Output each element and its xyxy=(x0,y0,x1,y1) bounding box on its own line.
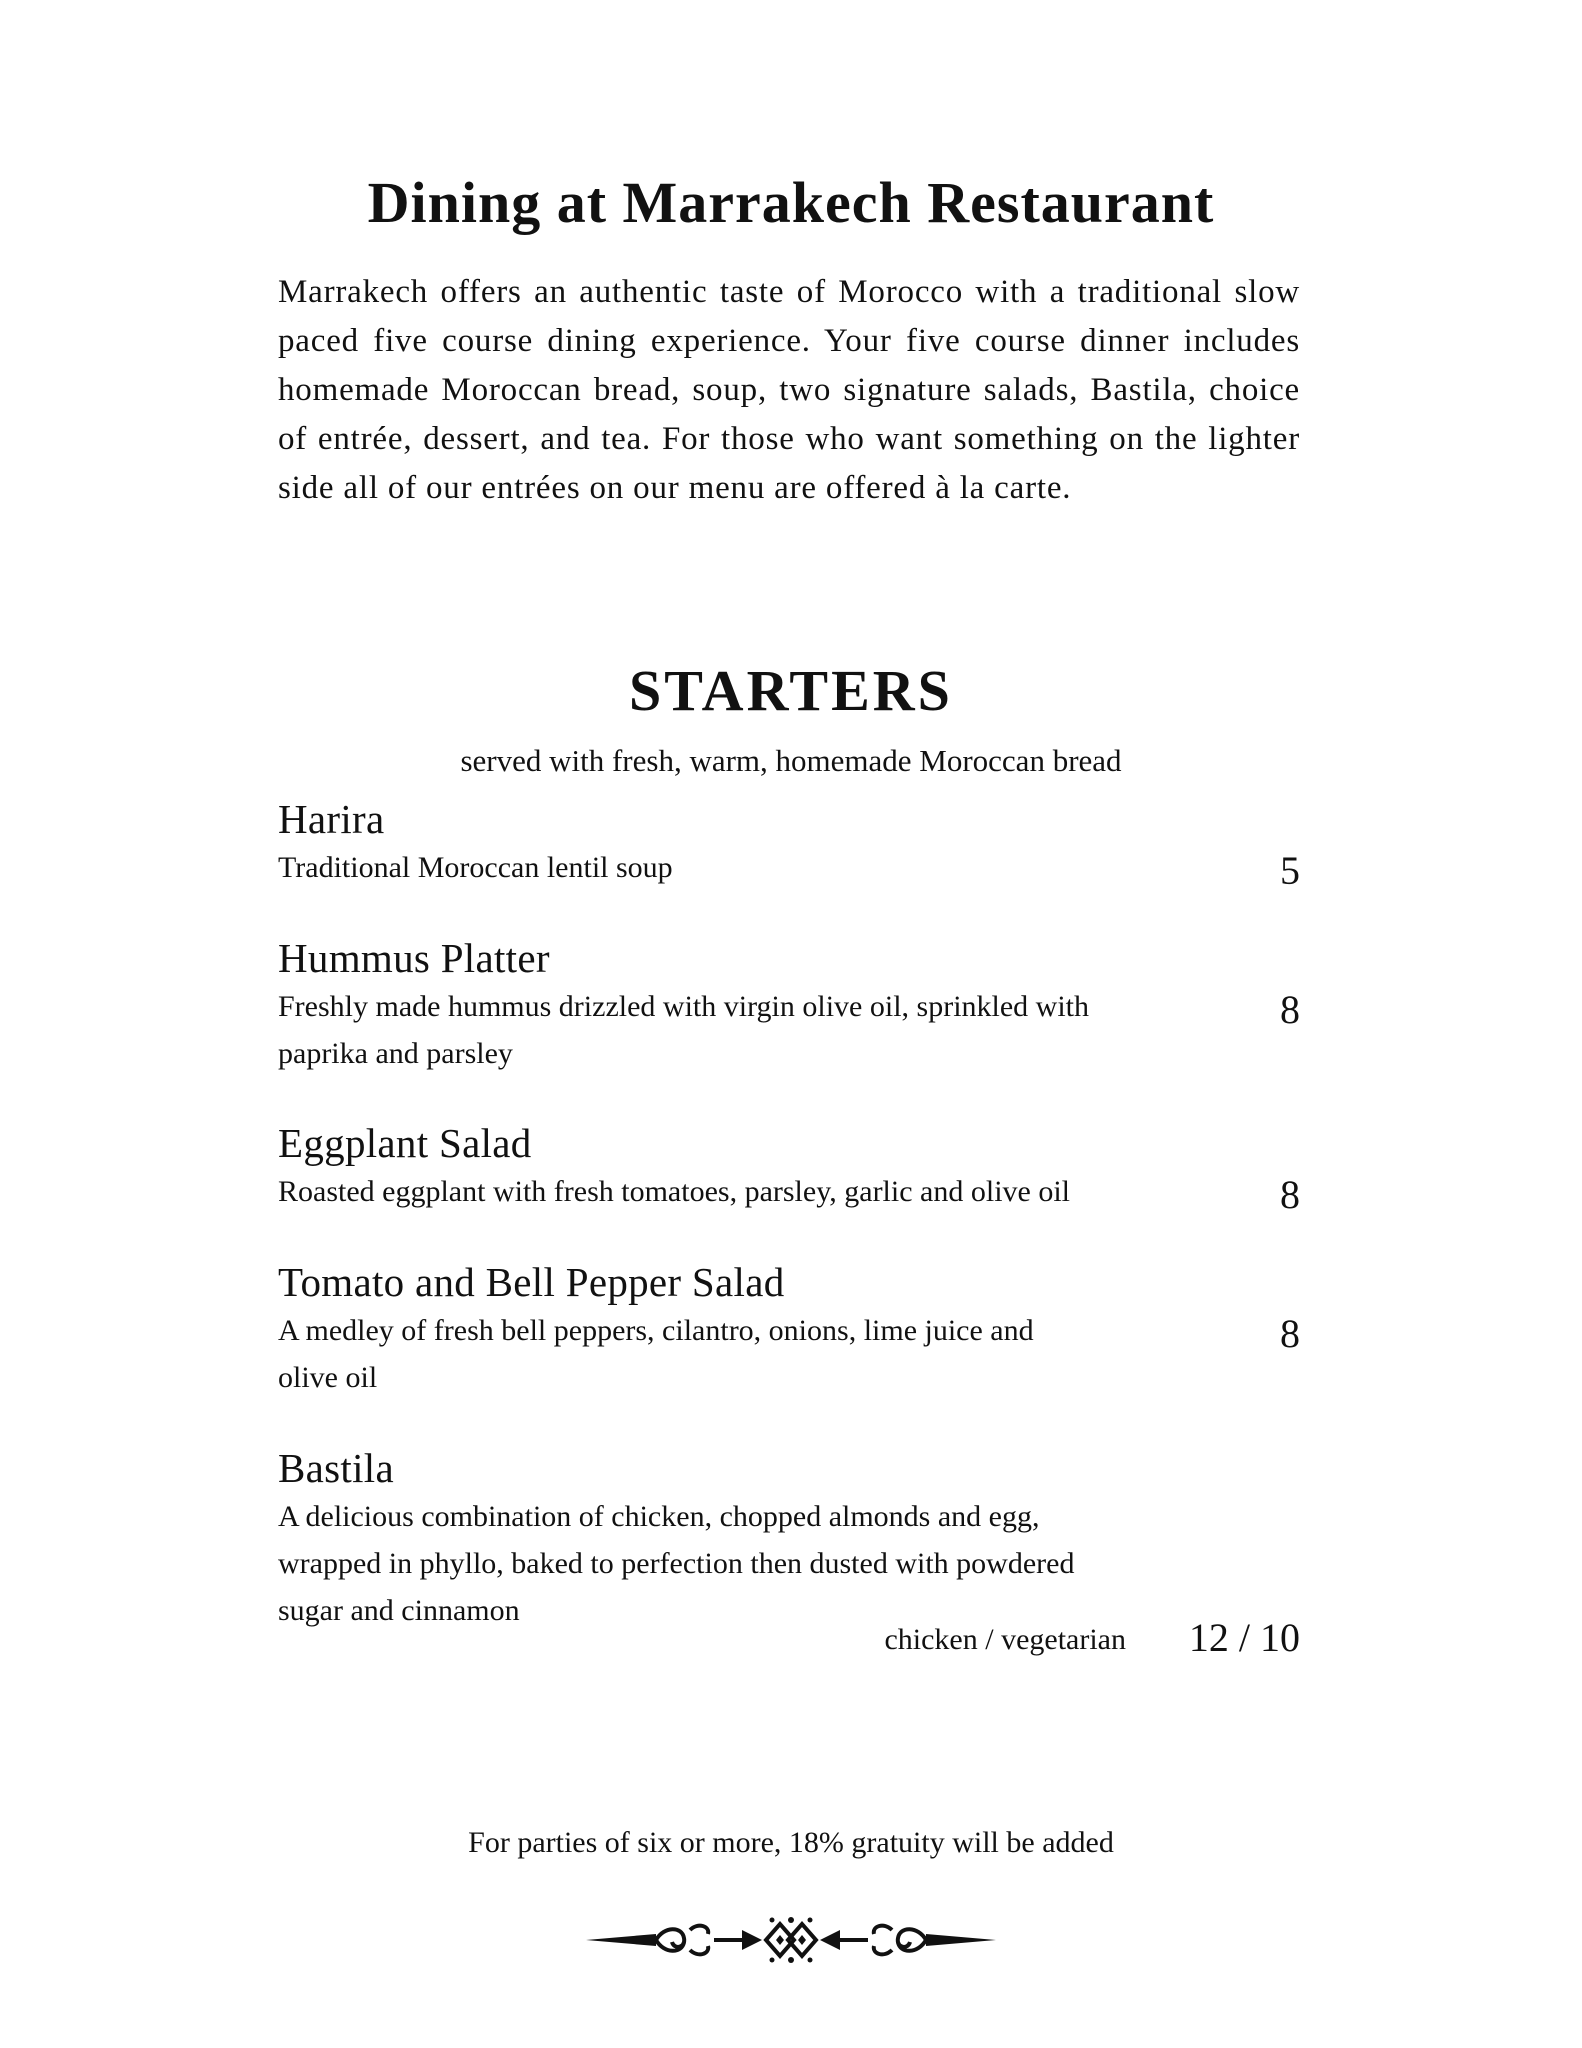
menu-item-name: Bastila xyxy=(278,1445,394,1491)
section-subtitle: served with fresh, warm, homemade Moroccan bread xyxy=(460,743,1122,778)
menu-item-hummus-platter xyxy=(278,933,1300,1077)
menu-item-name: Harira xyxy=(278,796,385,842)
menu-item-price: 8 xyxy=(1280,1311,1300,1356)
menu-item-name: Eggplant Salad xyxy=(278,1120,532,1166)
decorative-flourish-icon xyxy=(586,1912,996,1968)
menu-item-description: Freshly made hummus drizzled with virgin olive oil, sprinkled with paprika and parsley xyxy=(278,990,1090,1070)
page-title: Dining at Marrakech Restaurant xyxy=(367,170,1215,235)
menu-item-description: A delicious combination of chicken, chopped almonds and egg, wrapped in phyllo, baked to perfection then dusted with powdered sugar and cinnamon xyxy=(278,1500,1075,1627)
section-title-starters: STARTERS xyxy=(629,658,953,723)
menu-item-price: 8 xyxy=(1280,1172,1300,1217)
menu-item-name: Hummus Platter xyxy=(278,935,550,981)
menu-item-name: Tomato and Bell Pepper Salad xyxy=(278,1259,785,1305)
menu-item-eggplant-salad xyxy=(278,1118,1300,1215)
menu-item-harira xyxy=(278,794,1300,891)
intro-paragraph: Marrakech offers an authentic taste of Morocco with a traditional slow paced five course dining experience. Your five course dinner includes homemade Moroccan bread, soup, two signature salads, Bastila, choice of entrée, dessert, and tea. For those who want something on the lighter side all of our entrées on our menu are offered à la carte. xyxy=(278,274,1300,506)
menu-item-description: Traditional Moroccan lentil soup xyxy=(278,851,673,884)
gratuity-note: For parties of six or more, 18% gratuity will be added xyxy=(468,1826,1114,1859)
menu-item-description: A medley of fresh bell peppers, cilantro, onions, lime juice and olive oil xyxy=(278,1314,1034,1394)
menu-item-price: 5 xyxy=(1280,848,1300,893)
menu-item-tomato-bell-pepper-salad xyxy=(278,1257,1300,1401)
menu-item-bastila xyxy=(278,1443,1300,1660)
menu-item-price: 8 xyxy=(1280,987,1300,1032)
menu-item-variant: chicken / vegetarian xyxy=(884,1623,1126,1656)
menu-item-description: Roasted eggplant with fresh tomatoes, parsley, garlic and olive oil xyxy=(278,1175,1071,1208)
menu-item-price: 12 / 10 xyxy=(1188,1615,1300,1660)
